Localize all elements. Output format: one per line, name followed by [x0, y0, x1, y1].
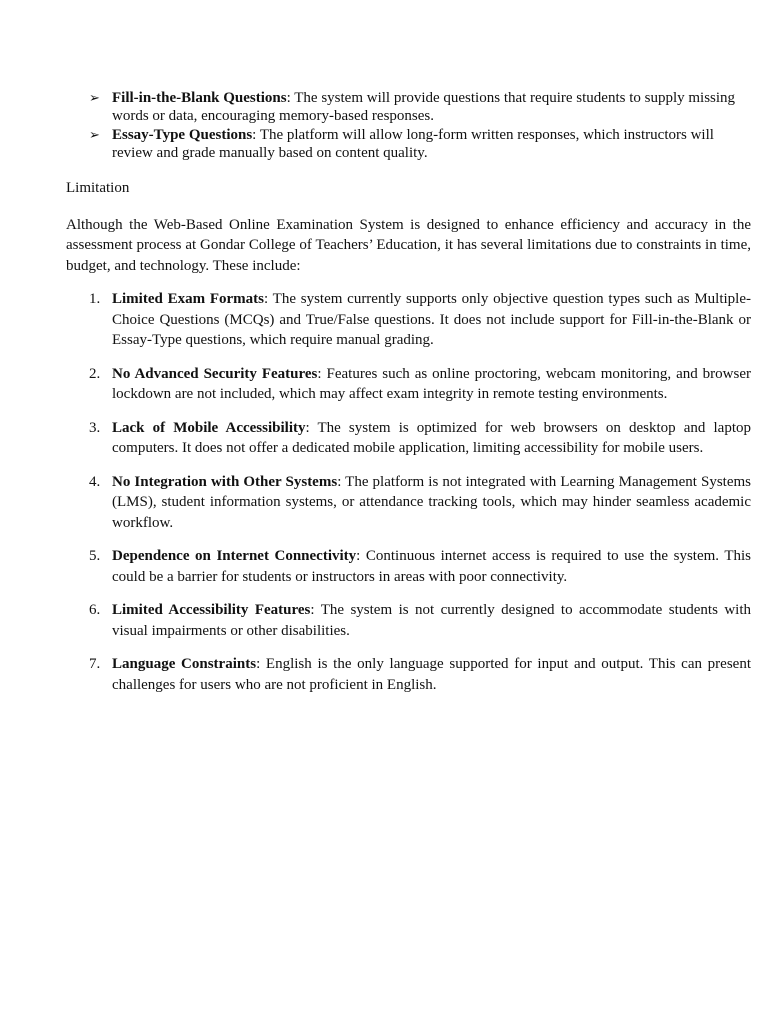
limitation-term: Language Constraints [112, 656, 257, 672]
bullet-item [89, 125, 751, 162]
intro-paragraph: Although the Web-Based Online Examination System is designed to enhance efficiency and accuracy in the assessment process at Gondar College of Teachers’ Education, it has several limitations due to constraints in time, budget, and technology. These include: [66, 216, 751, 274]
limitation-term: Dependence on Internet Connectivity [112, 548, 357, 564]
item-number: 5. [89, 548, 101, 564]
limitation-text: : English is the only language supported for input and output. This can present challenges for users who are not proficient in English. [112, 656, 751, 693]
question-type-bullet-list [66, 88, 751, 162]
arrow-bullet-icon: ➢ [89, 90, 100, 105]
limitation-item [89, 418, 751, 459]
limitation-item [89, 364, 751, 405]
bullet-item [89, 88, 751, 125]
item-number: 2. [89, 365, 101, 382]
item-number: 6. [89, 602, 101, 618]
limitation-term: Limited Accessibility Features [112, 602, 311, 618]
limitation-item [89, 546, 751, 587]
limitation-term: Limited Exam Formats [112, 291, 264, 307]
bullet-term: Essay-Type Questions [112, 127, 253, 143]
item-number: 1. [89, 291, 101, 307]
limitation-term: Lack of Mobile Accessibility [112, 419, 306, 436]
limitation-text: : The platform is not integrated with Learning Management Systems (LMS), student information systems, or attendance tracking tools, which may hinder seamless academic workflow. [112, 473, 751, 531]
limitation-text: : The system currently supports only objective question types such as Multiple-Choice Questions (MCQs) and True/False questions. It does not include support for Fill-in-the-Blank or Essay-Type questions, which require manual grading. [112, 291, 751, 348]
limitation-text: : Continuous internet access is required to use the system. This could be a barrier for students or instructors in areas with poor connectivity. [112, 548, 751, 585]
item-number: 3. [89, 419, 101, 436]
limitation-item [89, 472, 751, 534]
bullet-text: : The system will provide questions that require students to supply missing words or data, encouraging memory-based responses. [112, 90, 736, 124]
limitation-text: : Features such as online proctoring, webcam monitoring, and browser lockdown are not included, which may affect exam integrity in remote testing environments. [112, 365, 751, 402]
limitation-text: : The system is optimized for web browsers on desktop and laptop computers. It does not offer a dedicated mobile application, limiting accessibility for mobile users. [112, 419, 751, 456]
limitation-item [89, 654, 751, 695]
limitation-term: No Integration with Other Systems [112, 473, 338, 490]
section-heading: Limitation [66, 180, 130, 196]
item-number: 7. [89, 656, 101, 672]
limitation-term: No Advanced Security Features [112, 365, 318, 382]
limitation-item [89, 289, 751, 351]
limitation-item [89, 600, 751, 641]
arrow-bullet-icon: ➢ [89, 127, 100, 142]
bullet-term: Fill-in-the-Blank Questions [112, 90, 287, 106]
limitations-list [66, 289, 751, 695]
item-number: 4. [89, 473, 101, 490]
limitation-text: : The system is not currently designed to accommodate students with visual impairments or other disabilities. [112, 602, 751, 639]
bullet-text: : The platform will allow long-form written responses, which instructors will review and grade manually based on content quality. [112, 127, 714, 161]
